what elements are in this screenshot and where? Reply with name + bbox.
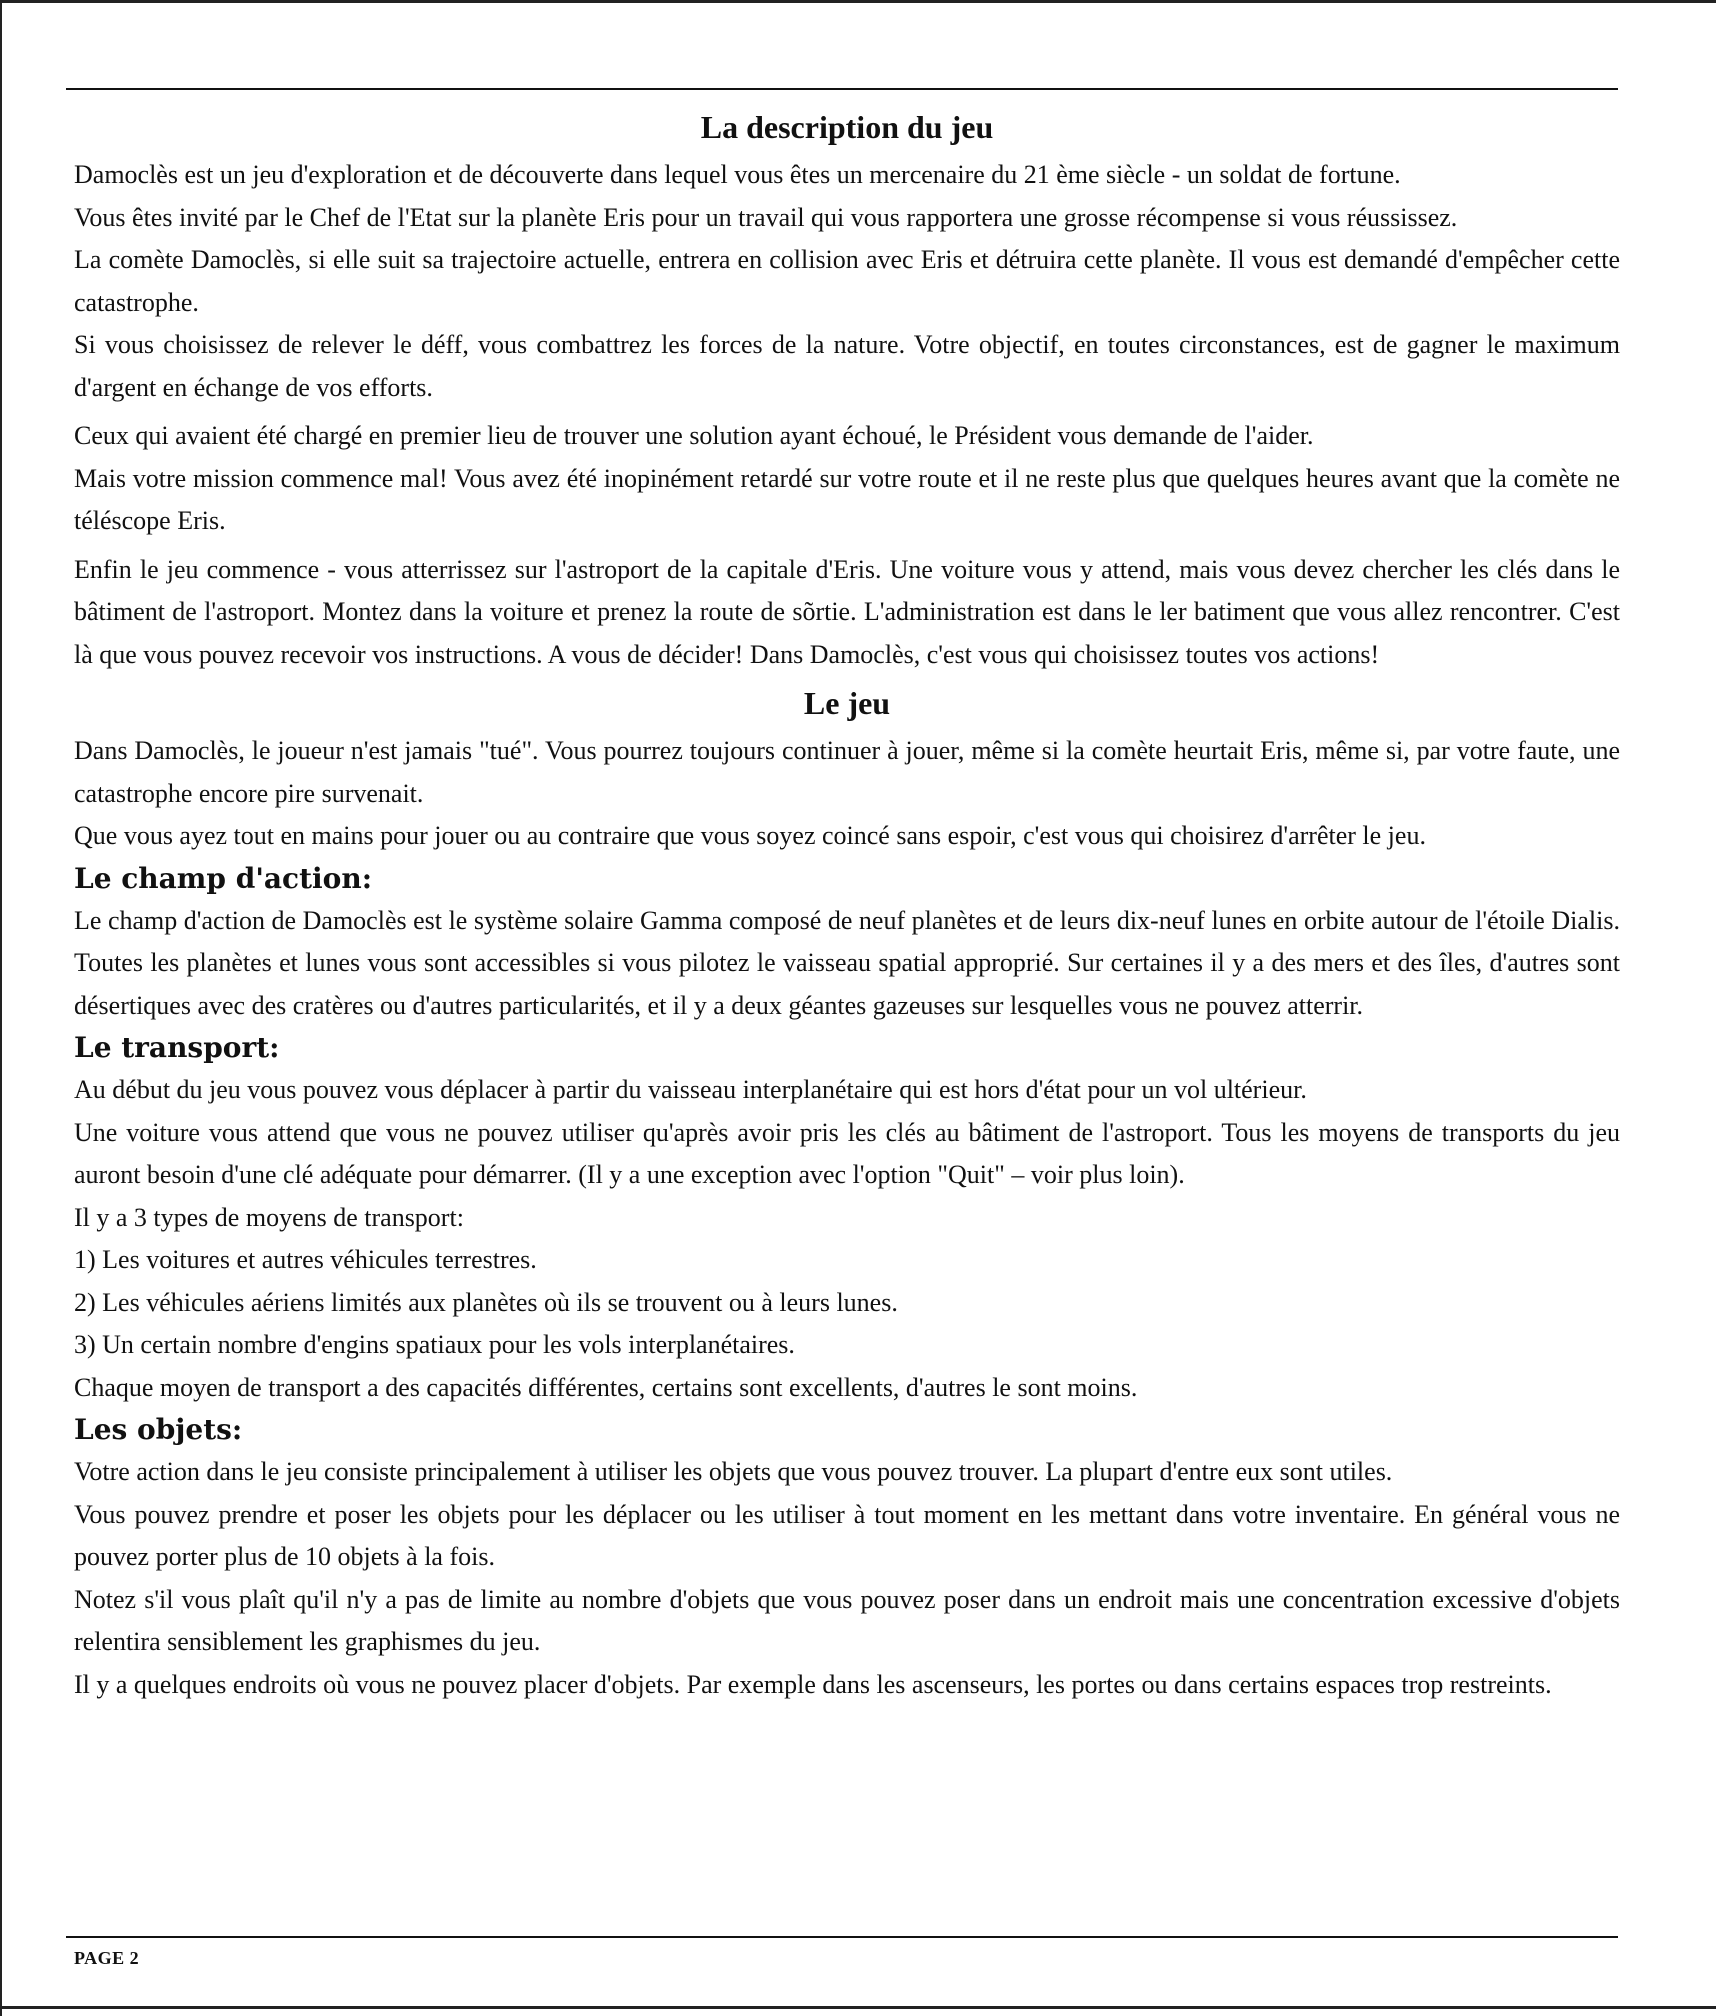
heading-game: Le jeu <box>803 685 891 721</box>
paragraph: Chaque moyen de transport a des capacités différentes, certains sont excellents, d'autres le sont moins. <box>74 1372 1138 1402</box>
paragraph: Que vous ayez tout en mains pour jouer ou au contraire que vous soyez coincé sans espoir, c'est vous qui choisirez d'arrêter le jeu. <box>74 821 1426 850</box>
paragraph: Au début du jeu vous pouvez vous déplacer à partir du vaisseau interplanétaire qui est hors d'état pour un vol ultérieur. <box>74 1075 1307 1104</box>
paragraph: Il y a 3 types de moyens de transport: <box>74 1202 464 1232</box>
heading-objects: Les objets: <box>74 1413 243 1446</box>
paragraph: Ceux qui avaient été chargé en premier lieu de trouver une solution ayant échoué, le Président vous demande de l'aider. <box>74 421 1314 450</box>
document-body <box>74 100 1620 1706</box>
page-number: PAGE 2 <box>74 1948 140 1968</box>
footer-rule <box>66 1936 1618 1938</box>
paragraph: Le champ d'action de Damoclès est le système solaire Gamma composé de neuf planètes et de leurs dix-neuf lunes en orbite autour de l'étoile Dialis. Toutes les planètes et lunes vous sont accessibles si vous pilotez le vaisseau spatial approprié. Sur certaines il y a des mers et des îles, d'autres sont désertiques avec des cratères ou d'autres particularités, et il y a deux géantes gazeuses sur lesquelles vous ne pouvez atterrir. <box>74 905 1620 1020</box>
paragraph: Vous pouvez prendre et poser les objets pour les déplacer ou les utiliser à tout moment en les mettant dans votre inventaire. En général vous ne pouvez porter plus de 10 objets à la fois. <box>74 1499 1620 1571</box>
list-item: 2) Les véhicules aériens limités aux planètes où ils se trouvent ou à leurs lunes. <box>74 1287 898 1317</box>
page-edge-bottom <box>0 2006 1716 2009</box>
list-item: 3) Un certain nombre d'engins spatiaux pour les vols interplanétaires. <box>74 1330 795 1359</box>
paragraph: Notez s'il vous plaît qu'il n'y a pas de limite au nombre d'objets que vous pouvez poser dans un endroit mais une concentration excessive d'objets relentira sensiblement les graphismes du jeu. <box>74 1584 1620 1656</box>
heading-field: Le champ d'action: <box>74 861 373 895</box>
page-edge-top <box>0 0 1716 3</box>
paragraph: Mais votre mission commence mal! Vous avez été inopinément retardé sur votre route et il ne reste plus que quelques heures avant que la comète ne téléscope Eris. <box>74 463 1620 535</box>
heading-description: La description du jeu <box>700 109 994 145</box>
paragraph: Damoclès est un jeu d'exploration et de découverte dans lequel vous êtes un mercenaire du 21 ème siècle - un soldat de fortune. <box>74 160 1401 189</box>
heading-transport: Le transport: <box>74 1031 280 1064</box>
paragraph: Votre action dans le jeu consiste principalement à utiliser les objets que vous pouvez trouver. La plupart d'entre eux sont utiles. <box>74 1457 1393 1486</box>
paragraph: Dans Damoclès, le joueur n'est jamais "tué". Vous pourrez toujours continuer à jouer, même si la comète heurtait Eris, même si, par votre faute, une catastrophe encore pire survenait. <box>74 736 1620 808</box>
page-edge-left <box>0 0 2 2016</box>
list-item: 1) Les voitures et autres véhicules terrestres. <box>74 1245 537 1274</box>
paragraph: Une voiture vous attend que vous ne pouvez utiliser qu'après avoir pris les clés au bâtiment de l'astroport. Tous les moyens de transports du jeu auront besoin d'une clé adéquate pour démarrer. (Il y a une exception avec l'option "Quit" – voir plus loin). <box>74 1117 1620 1189</box>
paragraph: Vous êtes invité par le Chef de l'Etat sur la planète Eris pour un travail qui vous rapportera une grosse récompense si vous réussissez. <box>74 202 1458 232</box>
paragraph: La comète Damoclès, si elle suit sa trajectoire actuelle, entrera en collision avec Eris et détruira cette planète. Il vous est demandé d'empêcher cette catastrophe. <box>74 245 1620 317</box>
paragraph: Si vous choisissez de relever le déff, vous combattrez les forces de la nature. Votre objectif, en toutes circonstances, est de gagner le maximum d'argent en échange de vos efforts. <box>74 330 1620 402</box>
header-rule <box>66 88 1618 90</box>
paragraph: Il y a quelques endroits où vous ne pouvez placer d'objets. Par exemple dans les ascenseurs, les portes ou dans certains espaces trop restreints. <box>74 1669 1552 1699</box>
paragraph: Enfin le jeu commence - vous atterrissez sur l'astroport de la capitale d'Eris. Une voiture vous y attend, mais vous devez chercher les clés dans le bâtiment de l'astroport. Montez dans la voiture et prenez la route de sõrtie. L'administration est dans le ler batiment que vous allez rencontrer. C'est là que vous pouvez recevoir vos instructions. A vous de décider! Dans Damoclès, c'est vous qui choisissez toutes vos actions! <box>74 554 1620 669</box>
